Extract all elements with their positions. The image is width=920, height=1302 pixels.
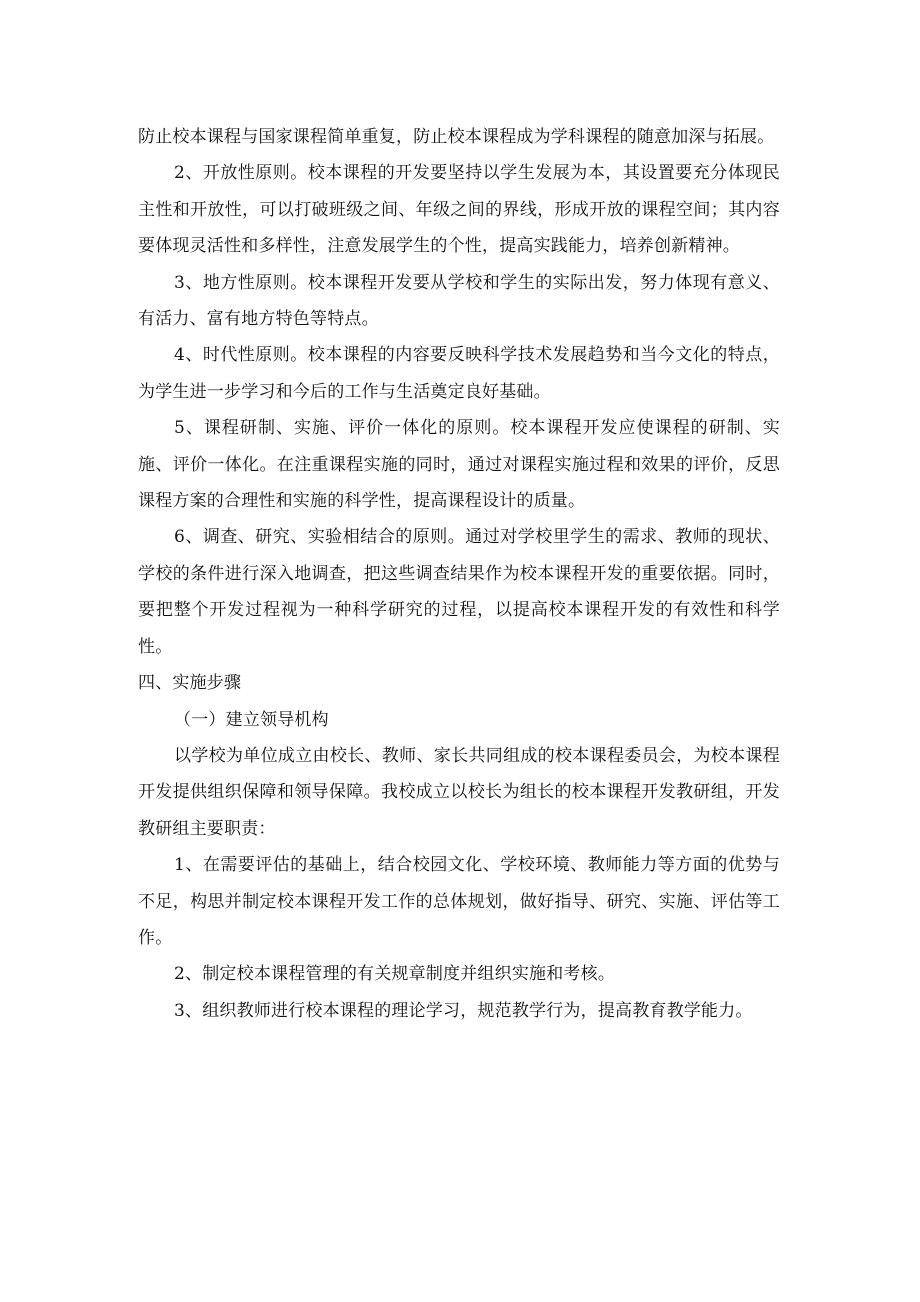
document-body bbox=[138, 119, 780, 1029]
paragraph-duty-3: 3、组织教师进行校本课程的理论学习，规范教学行为，提高教育教学能力。 bbox=[174, 1000, 753, 1021]
paragraph-principle-2: 2、开放性原则。校本课程的开发要坚持以学生发展为本，其设置要充分体现民主性和开放性，可以打破班级之间、年级之间的界线，形成开放的课程空间；其内容要体现灵活性和多样性，注意发展学生的个性，提高实践能力，培养创新精神。 bbox=[138, 163, 780, 257]
paragraph-duty-1: 1、在需要评估的基础上，结合校园文化、学校环境、教师能力等方面的优势与不足，构思并制定校本课程开发工作的总体规划，做好指导、研究、实施、评估等工作。 bbox=[138, 855, 780, 948]
subsection-heading-leadership: （一）建立领导机构 bbox=[174, 709, 329, 730]
paragraph-principle-4: 4、时代性原则。校本课程的内容要反映科学技术发展趋势和当今文化的特点，为学生进一步学习和今后的工作与生活奠定良好基础。 bbox=[138, 345, 780, 402]
paragraph-duty-2: 2、制定校本课程管理的有关规章制度并组织实施和考核。 bbox=[174, 964, 616, 985]
paragraph-committee: 以学校为单位成立由校长、教师、家长共同组成的校本课程委员会，为校本课程开发提供组织保障和领导保障。我校成立以校长为组长的校本课程开发教研组，开发教研组主要职责： bbox=[138, 745, 780, 839]
section-heading-implementation: 四、实施步骤 bbox=[138, 673, 242, 694]
paragraph-principle-6: 6、调查、研究、实验相结合的原则。通过对学校里学生的需求、教师的现状、学校的条件进行深入地调查，把这些调查结果作为校本课程开发的重要依据。同时，要把整个开发过程视为一种科学研究的过程，以提高校本课程开发的有效性和科学性。 bbox=[138, 527, 780, 657]
paragraph-continuation: 防止校本课程与国家课程简单重复，防止校本课程成为学科课程的随意加深与拓展。 bbox=[138, 127, 775, 147]
paragraph-principle-3: 3、地方性原则。校本课程开发要从学校和学生的实际出发，努力体现有意义、有活力、富有地方特色等特点。 bbox=[138, 272, 780, 330]
paragraph-principle-5: 5、课程研制、实施、评价一体化的原则。校本课程开发应使课程的研制、实施、评价一体化。在注重课程实施的同时，通过对课程实施过程和效果的评价，反思课程方案的合理性和实施的科学性，提高课程设计的质量。 bbox=[138, 418, 780, 512]
